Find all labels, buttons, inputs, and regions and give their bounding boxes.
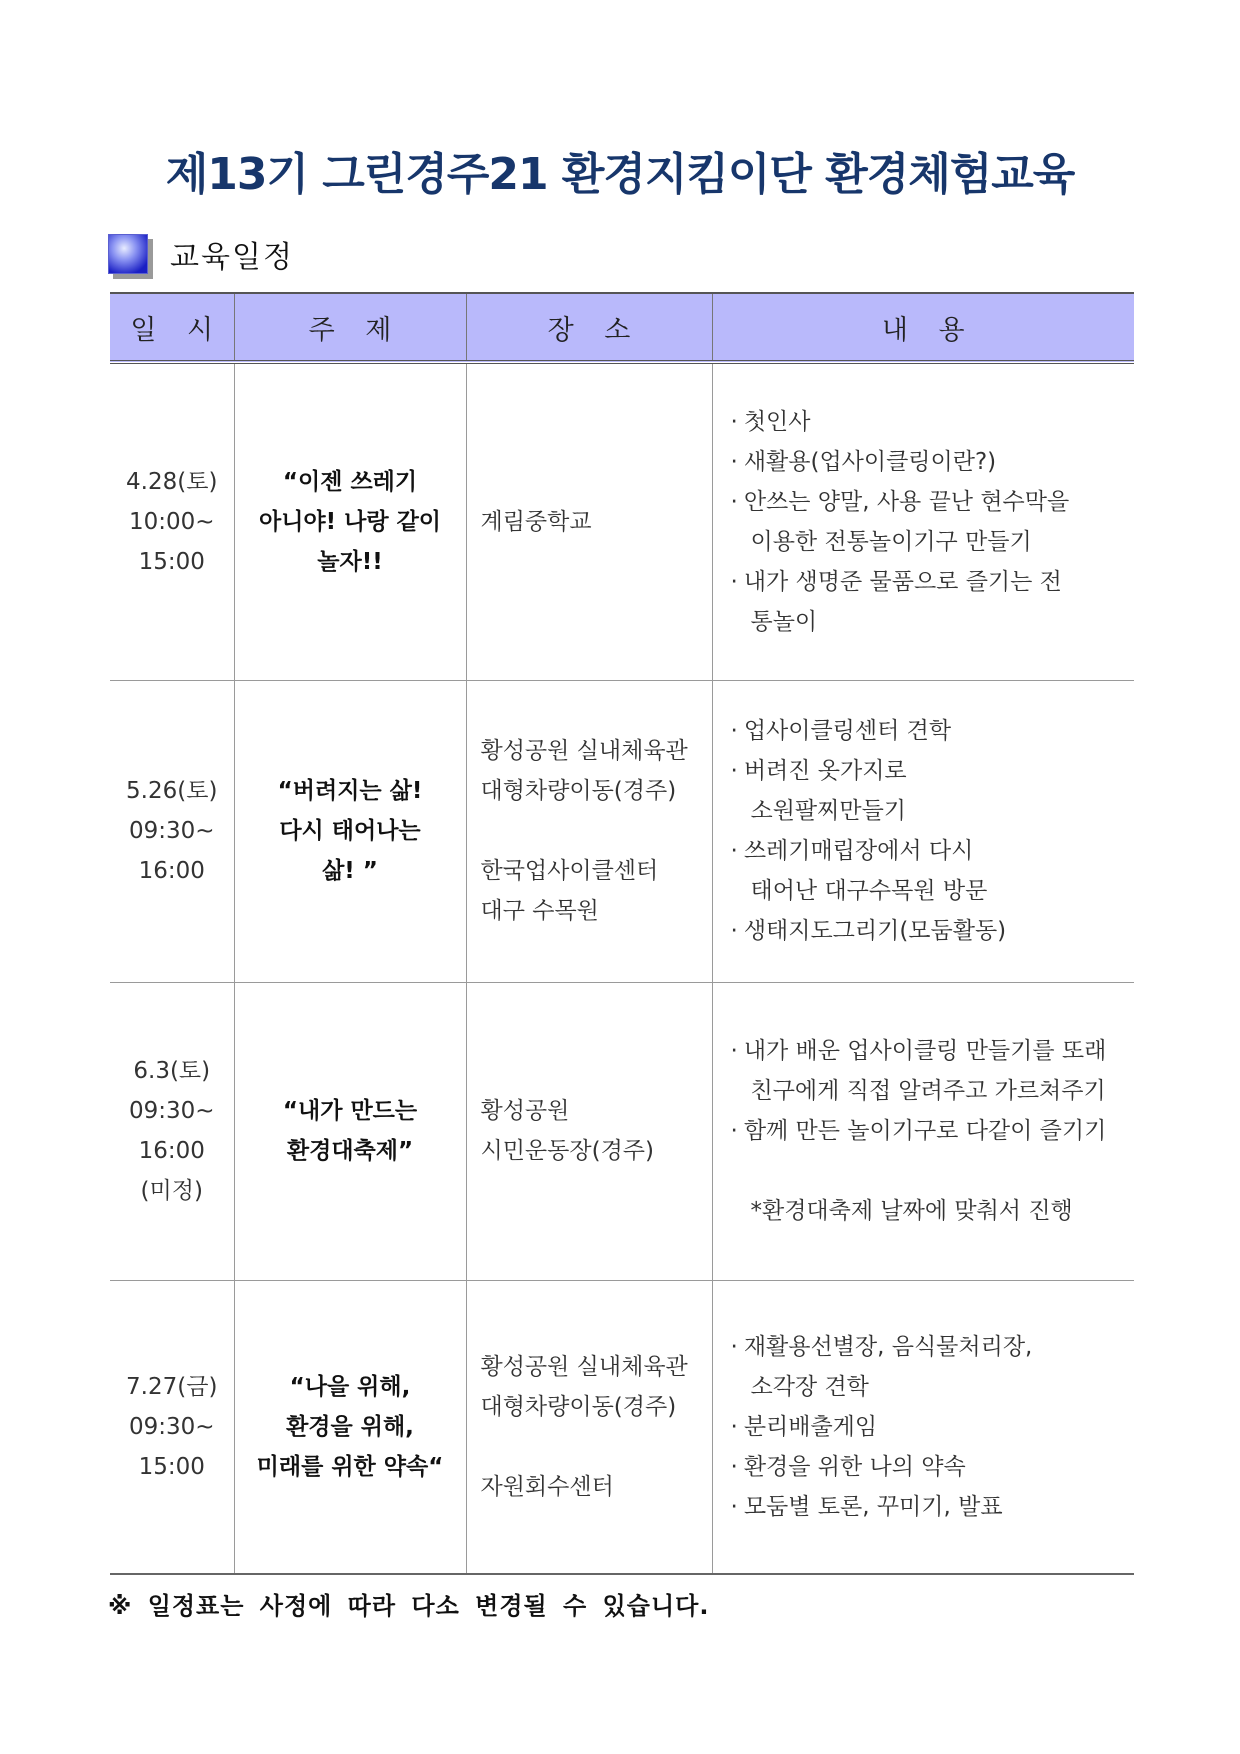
place-cell-line: 황성공원 실내체육관	[480, 738, 688, 764]
date-cell-line: 7.27(금)	[126, 1373, 218, 1400]
date-cell-line: 15:00	[138, 548, 205, 575]
date-cell-line: 16:00	[138, 1138, 205, 1164]
content-line: 이용한 전통놀이기구 만들기	[750, 528, 1032, 555]
topic-cell-line: “이젠 쓰레기	[282, 468, 418, 495]
content-bullet: · 내가 생명준 물품으로 즐기는 전	[731, 562, 1129, 602]
date-cell-line: 09:30~	[128, 818, 215, 844]
content-line: 친구에게 직접 알려주고 가르쳐주기	[750, 1078, 1106, 1104]
table-row	[110, 680, 1134, 982]
section-label: 교육일정	[170, 240, 294, 275]
place-cell	[466, 362, 712, 680]
date-cell	[110, 982, 234, 1280]
place-cell-line	[481, 811, 711, 851]
date-cell-line: 09:30~	[128, 1098, 215, 1124]
table-row	[110, 1280, 1134, 1574]
content-bullet: · 내가 배운 업사이클링 만들기를 또래	[731, 1031, 1129, 1071]
content-cell	[712, 680, 1134, 982]
content-line: *환경대축제 날짜에 맞춰서 진행	[750, 1198, 1073, 1224]
content-bullet: · 생태지도그리기(모둠활동)	[731, 911, 1129, 951]
topic-cell-line: 아니야! 나랑 같이	[258, 508, 442, 535]
content-line: 통놀이	[750, 608, 818, 635]
place-cell-line: 자원회수센터	[480, 1473, 614, 1500]
content-line: 소원팔찌만들기	[750, 798, 907, 824]
content-bullet: · 모둠별 토론, 꾸미기, 발표	[731, 1487, 1129, 1527]
content-bullet: · 함께 만든 놀이기구로 다같이 즐기기	[731, 1111, 1129, 1151]
place-cell-line: 계림중학교	[480, 508, 592, 535]
content-bullet: · 안쓰는 양말, 사용 끝난 현수막을	[731, 482, 1129, 522]
date-cell-line: (미정)	[140, 1178, 203, 1204]
place-cell-line: 황성공원 실내체육관	[480, 1353, 688, 1380]
content-line: 소각장 견학	[750, 1373, 869, 1400]
date-cell-line: 09:30~	[128, 1413, 215, 1440]
content-cell	[712, 1280, 1134, 1574]
content-line	[731, 1151, 1129, 1191]
topic-cell-line: 삶! ”	[322, 858, 378, 884]
date-cell-line: 4.28(토)	[126, 468, 218, 495]
date-cell	[110, 362, 234, 680]
topic-cell	[234, 362, 466, 680]
topic-cell-line: “내가 만드는	[282, 1098, 418, 1124]
place-cell-line: 대형차량이동(경주)	[480, 1393, 677, 1420]
date-cell-line: 15:00	[138, 1453, 205, 1480]
place-cell-line: 대구 수목원	[480, 898, 599, 924]
date-cell	[110, 680, 234, 982]
date-cell-line: 10:00~	[128, 508, 215, 535]
footnote: ※ 일정표는 사정에 따라 다소 변경될 수 있습니다.	[108, 1592, 710, 1620]
date-cell-line: 16:00	[138, 858, 205, 884]
content-cell	[712, 362, 1134, 680]
place-cell-line: 대형차량이동(경주)	[480, 778, 677, 804]
table-header-row	[110, 293, 1134, 362]
topic-cell-line: 다시 태어나는	[279, 818, 421, 844]
topic-cell-line: “버려지는 삶!	[277, 778, 423, 804]
place-cell-line: 황성공원	[480, 1098, 570, 1124]
header-topic: 주 제	[234, 293, 466, 362]
content-line: 태어난 대구수목원 방문	[750, 878, 988, 904]
place-cell	[466, 982, 712, 1280]
date-cell-line: 5.26(토)	[126, 778, 218, 804]
topic-cell	[234, 982, 466, 1280]
date-cell	[110, 1280, 234, 1574]
topic-cell-line: 놀자!!	[317, 548, 383, 575]
content-bullet: · 환경을 위한 나의 약속	[731, 1447, 1129, 1487]
header-place: 장 소	[466, 293, 712, 362]
place-cell-line: 시민운동장(경주)	[480, 1138, 654, 1164]
content-bullet: · 버려진 옷가지로	[731, 751, 1129, 791]
square-bullet-icon	[108, 234, 148, 274]
place-cell-line: 한국업사이클센터	[480, 858, 659, 884]
header-datetime: 일 시	[110, 293, 234, 362]
topic-cell-line: 미래를 위한 약속“	[256, 1453, 444, 1480]
topic-cell	[234, 680, 466, 982]
table-row	[110, 362, 1134, 680]
topic-cell-line: 환경을 위해,	[286, 1413, 414, 1440]
place-cell-line	[481, 1427, 711, 1467]
topic-cell-line: “나을 위해,	[289, 1373, 411, 1400]
place-cell	[466, 680, 712, 982]
topic-cell-line: 환경대축제”	[286, 1138, 414, 1164]
content-bullet: · 쓰레기매립장에서 다시	[731, 831, 1129, 871]
content-bullet: · 재활용선별장, 음식물처리장,	[731, 1327, 1129, 1367]
content-cell	[712, 982, 1134, 1280]
date-cell-line: 6.3(토)	[133, 1058, 211, 1084]
table-row	[110, 982, 1134, 1280]
topic-cell	[234, 1280, 466, 1574]
content-bullet: · 분리배출게임	[731, 1407, 1129, 1447]
section-heading	[108, 232, 294, 276]
content-bullet: · 첫인사	[731, 402, 1129, 442]
content-bullet: · 업사이클링센터 견학	[731, 711, 1129, 751]
page-title: 제13기 그린경주21 환경지킴이단 환경체험교육	[165, 149, 1075, 200]
header-content: 내 용	[712, 293, 1134, 362]
schedule-table	[110, 292, 1134, 1575]
place-cell	[466, 1280, 712, 1574]
content-bullet: · 새활용(업사이클링이란?)	[731, 442, 1129, 482]
